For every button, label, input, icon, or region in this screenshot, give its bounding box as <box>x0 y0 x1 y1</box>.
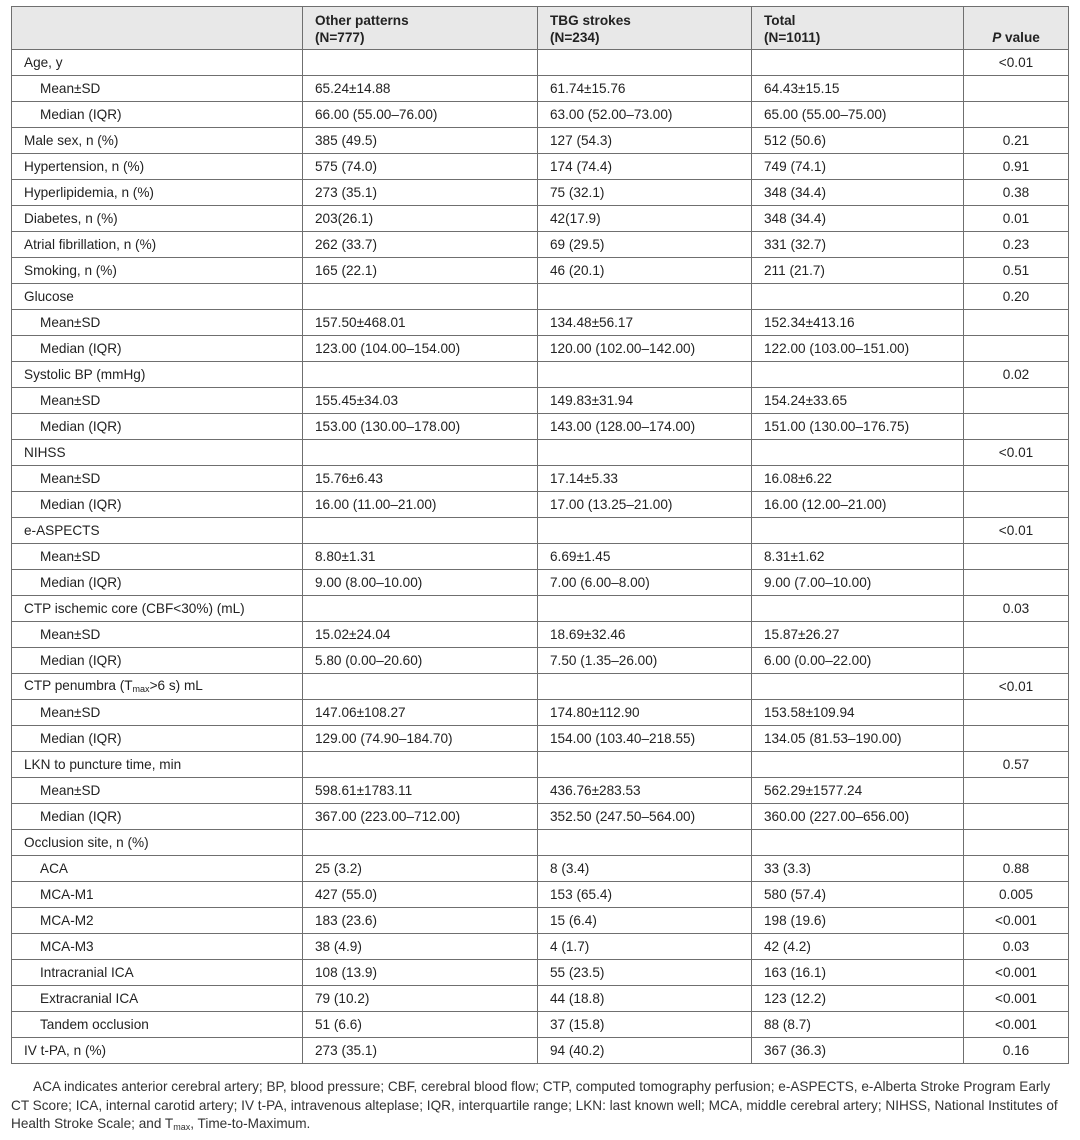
cell-tbg-strokes: 8 (3.4) <box>538 856 752 882</box>
table-row <box>12 700 1069 726</box>
cell-total: 348 (34.4) <box>752 180 964 206</box>
row-label-text-end: >6 s) mL <box>149 678 203 693</box>
row-label: Mean±SD <box>12 700 303 726</box>
cell-other-patterns <box>303 284 538 310</box>
cell-p-value <box>964 466 1069 492</box>
cell-total <box>752 362 964 388</box>
table-row <box>12 466 1069 492</box>
cell-total <box>752 284 964 310</box>
cell-total: 512 (50.6) <box>752 128 964 154</box>
cell-other-patterns: 16.00 (11.00–21.00) <box>303 492 538 518</box>
cell-total: 152.34±413.16 <box>752 310 964 336</box>
table-row <box>12 1038 1069 1064</box>
row-label: Male sex, n (%) <box>12 128 303 154</box>
table-row <box>12 882 1069 908</box>
cell-other-patterns <box>303 752 538 778</box>
baseline-characteristics-table <box>11 6 1069 1064</box>
cell-p-value: 0.16 <box>964 1038 1069 1064</box>
header-p-rest: value <box>1001 30 1040 45</box>
cell-tbg-strokes: 7.50 (1.35–26.00) <box>538 648 752 674</box>
cell-total: 562.29±1577.24 <box>752 778 964 804</box>
cell-tbg-strokes: 4 (1.7) <box>538 934 752 960</box>
cell-tbg-strokes <box>538 518 752 544</box>
cell-p-value <box>964 778 1069 804</box>
cell-p-value: 0.91 <box>964 154 1069 180</box>
cell-p-value <box>964 388 1069 414</box>
row-label: Tandem occlusion <box>12 1012 303 1038</box>
cell-other-patterns: 123.00 (104.00–154.00) <box>303 336 538 362</box>
cell-p-value: 0.03 <box>964 934 1069 960</box>
cell-other-patterns: 385 (49.5) <box>303 128 538 154</box>
header-variable <box>12 7 303 50</box>
cell-tbg-strokes <box>538 830 752 856</box>
cell-total: 33 (3.3) <box>752 856 964 882</box>
cell-p-value: <0.001 <box>964 1012 1069 1038</box>
row-label: Hyperlipidemia, n (%) <box>12 180 303 206</box>
header-tbg-strokes-n: (N=234) <box>550 30 600 45</box>
cell-p-value: <0.01 <box>964 674 1069 700</box>
cell-p-value <box>964 726 1069 752</box>
row-label: Hypertension, n (%) <box>12 154 303 180</box>
cell-p-value: 0.88 <box>964 856 1069 882</box>
cell-tbg-strokes: 75 (32.1) <box>538 180 752 206</box>
cell-other-patterns <box>303 440 538 466</box>
cell-other-patterns: 15.76±6.43 <box>303 466 538 492</box>
table-row <box>12 544 1069 570</box>
cell-tbg-strokes: 69 (29.5) <box>538 232 752 258</box>
cell-tbg-strokes: 18.69±32.46 <box>538 622 752 648</box>
cell-total <box>752 518 964 544</box>
table-row <box>12 492 1069 518</box>
row-label: ACA <box>12 856 303 882</box>
table-row <box>12 960 1069 986</box>
table-row <box>12 856 1069 882</box>
cell-other-patterns: 66.00 (55.00–76.00) <box>303 102 538 128</box>
cell-p-value: <0.01 <box>964 518 1069 544</box>
cell-tbg-strokes: 134.48±56.17 <box>538 310 752 336</box>
cell-p-value: 0.21 <box>964 128 1069 154</box>
table-row <box>12 1012 1069 1038</box>
table-body <box>12 50 1069 1064</box>
cell-p-value: 0.01 <box>964 206 1069 232</box>
cell-total: 580 (57.4) <box>752 882 964 908</box>
cell-total <box>752 596 964 622</box>
row-label-subscript: max <box>132 684 150 694</box>
table-row <box>12 622 1069 648</box>
row-label: Median (IQR) <box>12 336 303 362</box>
cell-tbg-strokes: 94 (40.2) <box>538 1038 752 1064</box>
row-label: Median (IQR) <box>12 804 303 830</box>
cell-p-value <box>964 76 1069 102</box>
footnote-text: ACA indicates anterior cerebral artery; BP, blood pressure; CBF, cerebral blood flow; CTP, computed tomography perfusion; e-ASPECTS, e-Alberta Stroke Program Early CT Score; ICA, internal carotid artery; IV t-PA, intravenous alteplase; IQR, interquartile range; LKN: last known well; MCA, middle cerebral artery; NIHSS, National Institutes of Health Stroke Scale; and T <box>11 1079 1058 1131</box>
cell-total: 348 (34.4) <box>752 206 964 232</box>
cell-tbg-strokes: 61.74±15.76 <box>538 76 752 102</box>
cell-tbg-strokes: 42(17.9) <box>538 206 752 232</box>
cell-total: 154.24±33.65 <box>752 388 964 414</box>
row-label: MCA-M2 <box>12 908 303 934</box>
row-label: Mean±SD <box>12 310 303 336</box>
table-row <box>12 596 1069 622</box>
cell-other-patterns: 575 (74.0) <box>303 154 538 180</box>
cell-tbg-strokes: 127 (54.3) <box>538 128 752 154</box>
row-label: LKN to puncture time, min <box>12 752 303 778</box>
cell-tbg-strokes: 55 (23.5) <box>538 960 752 986</box>
cell-total: 122.00 (103.00–151.00) <box>752 336 964 362</box>
cell-p-value: <0.001 <box>964 986 1069 1012</box>
cell-tbg-strokes: 7.00 (6.00–8.00) <box>538 570 752 596</box>
cell-p-value: 0.23 <box>964 232 1069 258</box>
row-label: Glucose <box>12 284 303 310</box>
row-label: Smoking, n (%) <box>12 258 303 284</box>
cell-other-patterns: 183 (23.6) <box>303 908 538 934</box>
cell-p-value: <0.01 <box>964 440 1069 466</box>
table-row <box>12 180 1069 206</box>
cell-p-value: 0.57 <box>964 752 1069 778</box>
header-tbg-strokes <box>538 7 752 50</box>
table-row <box>12 752 1069 778</box>
header-tbg-strokes-label: TBG strokes <box>550 13 631 28</box>
cell-total: 331 (32.7) <box>752 232 964 258</box>
cell-p-value <box>964 102 1069 128</box>
row-label: Diabetes, n (%) <box>12 206 303 232</box>
row-label: Median (IQR) <box>12 102 303 128</box>
table-row <box>12 76 1069 102</box>
cell-tbg-strokes: 174.80±112.90 <box>538 700 752 726</box>
cell-other-patterns <box>303 674 538 700</box>
row-label: e-ASPECTS <box>12 518 303 544</box>
table-row <box>12 830 1069 856</box>
row-label: CTP ischemic core (CBF<30%) (mL) <box>12 596 303 622</box>
header-other-patterns-n: (N=777) <box>315 30 365 45</box>
cell-other-patterns: 155.45±34.03 <box>303 388 538 414</box>
cell-p-value: <0.01 <box>964 50 1069 76</box>
row-label: Median (IQR) <box>12 414 303 440</box>
header-total-label: Total <box>764 13 796 28</box>
cell-p-value: <0.001 <box>964 908 1069 934</box>
cell-other-patterns <box>303 830 538 856</box>
table-row <box>12 986 1069 1012</box>
cell-total: 16.00 (12.00–21.00) <box>752 492 964 518</box>
cell-tbg-strokes: 174 (74.4) <box>538 154 752 180</box>
table-row <box>12 206 1069 232</box>
row-label: Age, y <box>12 50 303 76</box>
row-label: Mean±SD <box>12 76 303 102</box>
header-p-value <box>964 7 1069 50</box>
cell-total: 151.00 (130.00–176.75) <box>752 414 964 440</box>
cell-p-value <box>964 700 1069 726</box>
table-header-row <box>12 7 1069 50</box>
cell-p-value <box>964 544 1069 570</box>
table-row <box>12 102 1069 128</box>
cell-total: 134.05 (81.53–190.00) <box>752 726 964 752</box>
cell-total: 123 (12.2) <box>752 986 964 1012</box>
cell-tbg-strokes: 120.00 (102.00–142.00) <box>538 336 752 362</box>
cell-total <box>752 752 964 778</box>
cell-other-patterns: 108 (13.9) <box>303 960 538 986</box>
table-row <box>12 726 1069 752</box>
cell-tbg-strokes: 153 (65.4) <box>538 882 752 908</box>
table-row <box>12 362 1069 388</box>
cell-p-value: 0.20 <box>964 284 1069 310</box>
cell-tbg-strokes <box>538 50 752 76</box>
cell-p-value <box>964 492 1069 518</box>
cell-other-patterns <box>303 596 538 622</box>
row-label: Mean±SD <box>12 466 303 492</box>
cell-other-patterns: 9.00 (8.00–10.00) <box>303 570 538 596</box>
cell-p-value: 0.51 <box>964 258 1069 284</box>
row-label: Atrial fibrillation, n (%) <box>12 232 303 258</box>
row-label: MCA-M3 <box>12 934 303 960</box>
cell-tbg-strokes <box>538 440 752 466</box>
table-row <box>12 128 1069 154</box>
cell-total: 42 (4.2) <box>752 934 964 960</box>
cell-p-value <box>964 336 1069 362</box>
cell-p-value <box>964 570 1069 596</box>
cell-p-value: 0.005 <box>964 882 1069 908</box>
cell-other-patterns: 427 (55.0) <box>303 882 538 908</box>
cell-total <box>752 50 964 76</box>
cell-other-patterns: 262 (33.7) <box>303 232 538 258</box>
cell-other-patterns <box>303 518 538 544</box>
cell-p-value <box>964 414 1069 440</box>
cell-tbg-strokes: 46 (20.1) <box>538 258 752 284</box>
cell-other-patterns: 38 (4.9) <box>303 934 538 960</box>
table-row <box>12 440 1069 466</box>
header-other-patterns <box>303 7 538 50</box>
table-footnote <box>11 1078 1071 1137</box>
row-label: IV t-PA, n (%) <box>12 1038 303 1064</box>
table-row <box>12 518 1069 544</box>
table-row <box>12 804 1069 830</box>
row-label: Median (IQR) <box>12 648 303 674</box>
footnote-tmax-subscript: max <box>173 1122 191 1132</box>
cell-other-patterns: 25 (3.2) <box>303 856 538 882</box>
table-row <box>12 258 1069 284</box>
header-total-n: (N=1011) <box>764 30 821 45</box>
cell-total: 65.00 (55.00–75.00) <box>752 102 964 128</box>
cell-other-patterns: 65.24±14.88 <box>303 76 538 102</box>
row-label: Median (IQR) <box>12 492 303 518</box>
cell-tbg-strokes <box>538 752 752 778</box>
footnote-text-end: , Time-to-Maximum. <box>190 1116 311 1131</box>
row-label <box>12 674 303 700</box>
cell-total: 15.87±26.27 <box>752 622 964 648</box>
row-label: Mean±SD <box>12 622 303 648</box>
table-row <box>12 232 1069 258</box>
table-row <box>12 50 1069 76</box>
table-row <box>12 154 1069 180</box>
row-label-text: CTP penumbra (T <box>24 678 133 693</box>
cell-total: 163 (16.1) <box>752 960 964 986</box>
cell-total: 749 (74.1) <box>752 154 964 180</box>
cell-tbg-strokes: 37 (15.8) <box>538 1012 752 1038</box>
cell-tbg-strokes: 63.00 (52.00–73.00) <box>538 102 752 128</box>
cell-other-patterns: 5.80 (0.00–20.60) <box>303 648 538 674</box>
cell-total: 360.00 (227.00–656.00) <box>752 804 964 830</box>
cell-other-patterns: 273 (35.1) <box>303 1038 538 1064</box>
cell-other-patterns: 157.50±468.01 <box>303 310 538 336</box>
table-row <box>12 284 1069 310</box>
cell-p-value: 0.02 <box>964 362 1069 388</box>
row-label: Mean±SD <box>12 778 303 804</box>
cell-total: 16.08±6.22 <box>752 466 964 492</box>
table-row <box>12 674 1069 700</box>
cell-p-value <box>964 648 1069 674</box>
cell-other-patterns: 147.06±108.27 <box>303 700 538 726</box>
cell-tbg-strokes: 44 (18.8) <box>538 986 752 1012</box>
cell-total <box>752 830 964 856</box>
cell-p-value <box>964 310 1069 336</box>
row-label: Occlusion site, n (%) <box>12 830 303 856</box>
table-row <box>12 336 1069 362</box>
cell-tbg-strokes: 149.83±31.94 <box>538 388 752 414</box>
cell-tbg-strokes: 154.00 (103.40–218.55) <box>538 726 752 752</box>
cell-total <box>752 674 964 700</box>
cell-p-value <box>964 804 1069 830</box>
cell-tbg-strokes <box>538 362 752 388</box>
cell-p-value: 0.38 <box>964 180 1069 206</box>
cell-other-patterns: 165 (22.1) <box>303 258 538 284</box>
cell-p-value <box>964 830 1069 856</box>
header-total <box>752 7 964 50</box>
cell-other-patterns: 51 (6.6) <box>303 1012 538 1038</box>
cell-other-patterns <box>303 50 538 76</box>
cell-tbg-strokes: 17.00 (13.25–21.00) <box>538 492 752 518</box>
cell-total: 367 (36.3) <box>752 1038 964 1064</box>
row-label: Systolic BP (mmHg) <box>12 362 303 388</box>
table-row <box>12 310 1069 336</box>
table-row <box>12 414 1069 440</box>
cell-p-value: <0.001 <box>964 960 1069 986</box>
row-label: Median (IQR) <box>12 726 303 752</box>
row-label: Median (IQR) <box>12 570 303 596</box>
table-row <box>12 388 1069 414</box>
row-label: Extracranial ICA <box>12 986 303 1012</box>
cell-total: 153.58±109.94 <box>752 700 964 726</box>
cell-other-patterns: 15.02±24.04 <box>303 622 538 648</box>
cell-other-patterns: 598.61±1783.11 <box>303 778 538 804</box>
table-row <box>12 908 1069 934</box>
cell-tbg-strokes <box>538 674 752 700</box>
cell-tbg-strokes: 17.14±5.33 <box>538 466 752 492</box>
table-row <box>12 648 1069 674</box>
table-row <box>12 570 1069 596</box>
row-label: Intracranial ICA <box>12 960 303 986</box>
header-other-patterns-label: Other patterns <box>315 13 409 28</box>
cell-total <box>752 440 964 466</box>
table-row <box>12 778 1069 804</box>
cell-other-patterns: 129.00 (74.90–184.70) <box>303 726 538 752</box>
header-p-italic: P <box>992 30 1002 45</box>
cell-other-patterns: 273 (35.1) <box>303 180 538 206</box>
cell-total: 8.31±1.62 <box>752 544 964 570</box>
cell-p-value <box>964 622 1069 648</box>
cell-total: 64.43±15.15 <box>752 76 964 102</box>
cell-total: 9.00 (7.00–10.00) <box>752 570 964 596</box>
cell-tbg-strokes: 15 (6.4) <box>538 908 752 934</box>
row-label: MCA-M1 <box>12 882 303 908</box>
cell-p-value: 0.03 <box>964 596 1069 622</box>
table-row <box>12 934 1069 960</box>
cell-total: 88 (8.7) <box>752 1012 964 1038</box>
cell-tbg-strokes: 436.76±283.53 <box>538 778 752 804</box>
cell-tbg-strokes: 352.50 (247.50–564.00) <box>538 804 752 830</box>
cell-tbg-strokes <box>538 284 752 310</box>
cell-other-patterns: 79 (10.2) <box>303 986 538 1012</box>
cell-tbg-strokes: 143.00 (128.00–174.00) <box>538 414 752 440</box>
cell-other-patterns <box>303 362 538 388</box>
row-label: Mean±SD <box>12 388 303 414</box>
row-label: NIHSS <box>12 440 303 466</box>
cell-other-patterns: 153.00 (130.00–178.00) <box>303 414 538 440</box>
cell-total: 198 (19.6) <box>752 908 964 934</box>
cell-other-patterns: 203(26.1) <box>303 206 538 232</box>
cell-total: 211 (21.7) <box>752 258 964 284</box>
cell-tbg-strokes <box>538 596 752 622</box>
cell-total: 6.00 (0.00–22.00) <box>752 648 964 674</box>
row-label: Mean±SD <box>12 544 303 570</box>
cell-other-patterns: 367.00 (223.00–712.00) <box>303 804 538 830</box>
cell-other-patterns: 8.80±1.31 <box>303 544 538 570</box>
cell-tbg-strokes: 6.69±1.45 <box>538 544 752 570</box>
